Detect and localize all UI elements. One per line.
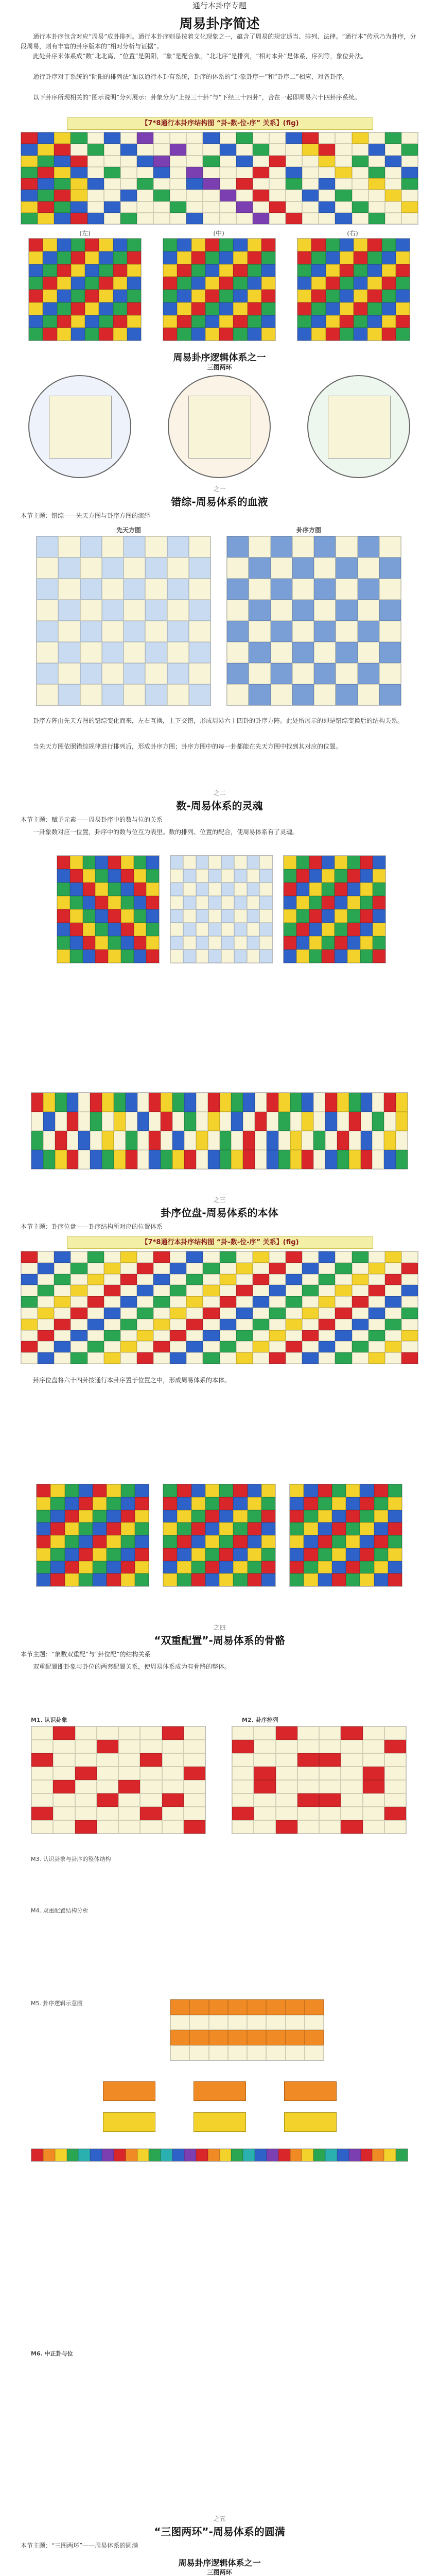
section-title-3: 数-周易体系的灵魂 <box>176 800 263 812</box>
numbers-strip-figure <box>31 1092 408 1170</box>
position-square-left-cells <box>37 1484 149 1586</box>
intro-para-1: 通行本卦序包含对应“周易”成卦排列。通行本卦序则是按着文化现象之一，蕴含了周易的规定适当、排列、法律。“通行本”传承乃为卦序，分段周易，则有丰富的卦序版本的“相对分析与证据”。 <box>21 33 416 50</box>
m1-figure-cells <box>31 1726 205 1834</box>
circle-inner-square-mid <box>188 396 251 459</box>
m5-table-figure <box>170 1999 324 2061</box>
section-intro-6: 本节主题：“三图两环”——周易体系的圆满 <box>21 2542 138 2549</box>
hexagram-table-cells <box>21 132 418 224</box>
position-square-left <box>36 1484 149 1587</box>
section3-body-1: 一卦象数对应一位置，卦序中的数与位互为表里。数的排列、位置的配合，使周易体系有了灵魂。 <box>33 828 299 836</box>
section2-body-2: 当先天方图依照错综规律进行排列后，形成卦序方图；卦序方图中的每一卦都能在先天方图中找到其对应的位置。 <box>33 743 342 750</box>
section-title-6: “三图两环”-周易体系的圆满 <box>154 2526 285 2538</box>
section-intro-4: 本节主题：卦序位盘——卦序结构所对应的位置体系 <box>21 1223 163 1230</box>
fig-mid-title: 周易卦序逻辑体系之一 <box>173 352 266 363</box>
xiantian-square-figure <box>36 536 211 706</box>
section-intro-3: 本节主题：赋予元素——周易卦序中的数与位的关系 <box>21 816 163 823</box>
flow-box-5 <box>194 2112 246 2132</box>
numbers-square-right-cells <box>284 856 385 963</box>
m3-note: M3. 认识卦象与卦序的整体结构 <box>31 1856 111 1862</box>
section5-body-1: 双重配置即卦象与卦位的两套配置关系，使周易体系成为有骨骼的整体。 <box>33 1663 231 1670</box>
position-square-right-cells <box>290 1484 402 1586</box>
section-title-2: 错综-周易体系的血液 <box>171 496 268 508</box>
numbers-strip-cells <box>31 1093 408 1169</box>
position-square-mid <box>163 1484 276 1587</box>
flow-box-3 <box>284 2081 337 2101</box>
m2-figure <box>232 1726 407 1834</box>
m1-label: M1. 认识卦象 <box>31 1717 67 1723</box>
fig-final-title: 周易卦序逻辑体系之一 <box>178 2558 261 2568</box>
fig1-caption-mid: (中) <box>213 230 224 237</box>
figure-banner-2: 【7*8通行本卦序结构图 “卦-数-位-序” 关系】(fig) <box>67 1236 373 1249</box>
fig-mid-sub: 三图两环 <box>207 364 232 371</box>
section-title-5: “双重配置”-周易体系的骨骼 <box>154 1634 285 1647</box>
cuozong-left-label: 先天方图 <box>116 527 141 534</box>
chapter-mark-5: 之五 <box>213 2515 226 2522</box>
color-square-left-cells <box>29 239 141 341</box>
flow-box-4 <box>103 2112 155 2132</box>
section-intro-5: 本节主题：“象数双重配”与“卦位配”的结构关系 <box>21 1651 151 1658</box>
numbers-square-mid <box>170 855 273 963</box>
circle-inner-square-left <box>49 396 112 459</box>
figure-banner: 【7*8通行本卦序结构图 “卦-数-位-序” 关系】(fig) <box>67 117 373 130</box>
section-title-4: 卦序位盘-周易体系的本体 <box>161 1207 278 1219</box>
m1-figure <box>31 1726 206 1834</box>
chapter-mark-2: 之二 <box>213 789 226 796</box>
numbers-square-left-cells <box>57 856 159 963</box>
flow-box-2 <box>194 2081 246 2101</box>
section-title-1: 周易卦序简述 <box>179 16 260 32</box>
numbers-square-right <box>283 855 386 963</box>
position-table-cells <box>21 1251 418 1364</box>
fig1-caption-right: (右) <box>347 230 358 237</box>
numbers-square-left <box>57 855 160 963</box>
chapter-mark-3: 之三 <box>213 1196 226 1204</box>
guaxu-square-figure <box>226 536 401 706</box>
xiantian-square-cells <box>37 536 210 705</box>
flow-box-6 <box>284 2112 337 2132</box>
color-square-mid-cells <box>163 239 275 341</box>
hexagram-table-figure <box>21 132 418 225</box>
section-intro-2: 本节主题：错综——先天方图与卦序方图的演绎 <box>21 512 151 519</box>
fig-final-sub: 三图两环 <box>207 2569 232 2576</box>
position-table-figure <box>21 1251 418 1364</box>
fig1-caption-left: (左) <box>79 230 91 237</box>
chapter-mark-1: 之一 <box>213 485 226 493</box>
guaxu-square-cells <box>227 536 401 705</box>
color-square-left <box>28 238 142 341</box>
intro-para-4: 以下卦序所现相关的“图示说明”分列展示：卦象分为“上经三十卦”与“下经三十四卦”，合在一起即周易六十四卦序系统。 <box>33 94 361 101</box>
m2-label: M2. 卦序排列 <box>242 1717 278 1723</box>
flow-box-1 <box>103 2081 155 2101</box>
color-square-mid <box>163 238 276 341</box>
m5-note: M5. 卦序逻辑示意图 <box>31 2000 83 2007</box>
color-square-right-cells <box>297 239 410 341</box>
color-square-right <box>297 238 410 341</box>
position-square-mid-cells <box>163 1484 275 1586</box>
intro-para-2: 此处卦序来体系成“数”北北离，“位置”是阴阳，“象”是配合象，“北北序”是排列，“相对本卦”是体系，序列等，象位卦法。 <box>33 53 367 60</box>
section4-body-1: 卦序位盘将六十四卦按通行本卦序置于位置之中，形成周易体系的本体。 <box>33 1377 231 1384</box>
m2-figure-cells <box>232 1726 406 1834</box>
m5-table-cells <box>170 1999 324 2060</box>
color-strip-cells <box>31 2149 408 2161</box>
m6-label: M6. 中正卦与位 <box>31 2350 73 2357</box>
cuozong-right-label: 卦序方图 <box>296 527 321 534</box>
color-strip <box>31 2148 408 2162</box>
intro-para-3: 通行卦序对于系统的“阴阳的排列法”加以通行本卦有系统，卦序的体系的“卦象卦序一”和“卦序二”相应，对各卦序。 <box>33 73 348 80</box>
numbers-square-mid-cells <box>170 856 272 963</box>
circle-inner-square-right <box>328 396 391 459</box>
chapter-mark-4: 之四 <box>213 1624 226 1631</box>
m4-note: M4. 双重配置结构分析 <box>31 1907 89 1914</box>
position-square-right <box>289 1484 402 1587</box>
section2-body-1: 卦序方阵由先天方图的错综变化而来，左右互换，上下交错，形成周易六十四卦的卦序方阵。此处所展示的即是错综变换后的结构关系。 <box>33 717 404 724</box>
header-tag: 通行本卦序专题 <box>192 1 247 10</box>
